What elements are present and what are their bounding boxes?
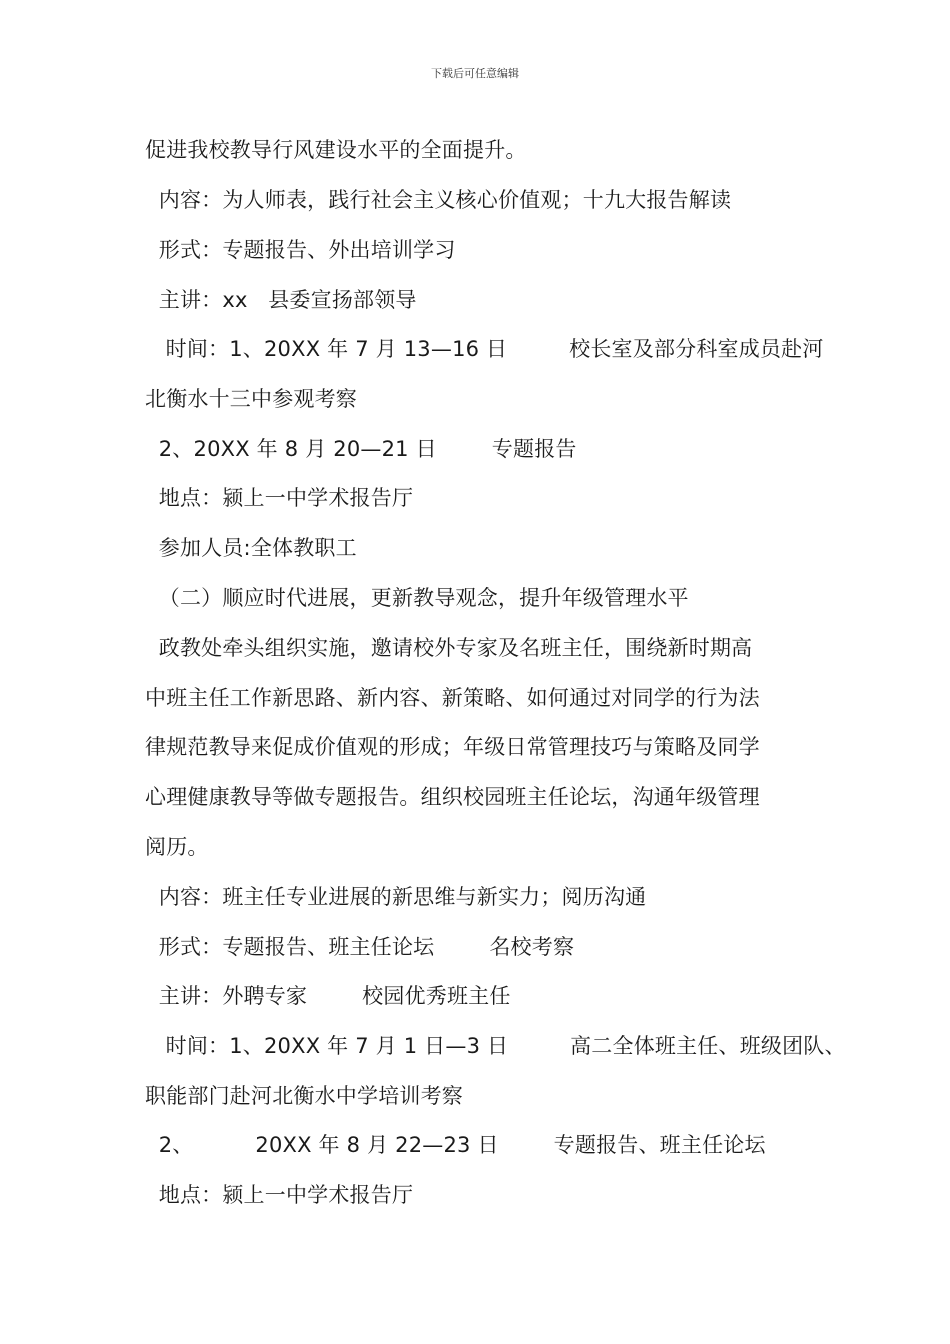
- page-header: 下载后可任意编辑: [431, 67, 519, 80]
- body-line: 北衡水十三中参观考察: [145, 387, 357, 411]
- body-line: 主讲：xx 县委宣扬部领导: [145, 288, 417, 312]
- body-line: 阅历。: [145, 835, 209, 859]
- body-line: 时间：1、20XX 年 7 月 1 日—3 日 高二全体班主任、班级团队、: [145, 1034, 846, 1058]
- body-line: 政教处牵头组织实施，邀请校外专家及名班主任，围绕新时期高: [145, 636, 753, 660]
- body-line: 形式：专题报告、班主任论坛 名校考察: [145, 935, 575, 959]
- body-line: 2、20XX 年 8 月 20—21 日 专题报告: [145, 437, 577, 461]
- body-line: 形式：专题报告、外出培训学习: [145, 238, 456, 262]
- body-line: 参加人员:全体教职工: [145, 536, 357, 560]
- body-line: 时间：1、20XX 年 7 月 13—16 日 校长室及部分科室成员赴河: [145, 337, 824, 361]
- body-line: 地点：颍上一中学术报告厅: [145, 486, 414, 510]
- body-line: 律规范教导来促成价值观的形成；年级日常管理技巧与策略及同学: [145, 735, 760, 759]
- section-heading: （二）顺应时代进展，更新教导观念，提升年级管理水平: [145, 586, 689, 610]
- body-line: 地点：颍上一中学术报告厅: [145, 1183, 414, 1207]
- body-line: 内容：为人师表，践行社会主义核心价值观；十九大报告解读: [145, 188, 732, 212]
- body-line: 职能部门赴河北衡水中学培训考察: [145, 1084, 463, 1108]
- body-line: 主讲：外聘专家 校园优秀班主任: [145, 984, 511, 1008]
- body-line: 心理健康教导等做专题报告。组织校园班主任论坛，沟通年级管理: [145, 785, 760, 809]
- body-line: 中班主任工作新思路、新内容、新策略、如何通过对同学的行为法: [145, 686, 760, 710]
- body-line: 2、 20XX 年 8 月 22—23 日 专题报告、班主任论坛: [145, 1133, 766, 1157]
- body-line: 内容：班主任专业进展的新思维与新实力；阅历沟通: [145, 885, 647, 909]
- body-line: 促进我校教导行风建设水平的全面提升。: [145, 138, 527, 162]
